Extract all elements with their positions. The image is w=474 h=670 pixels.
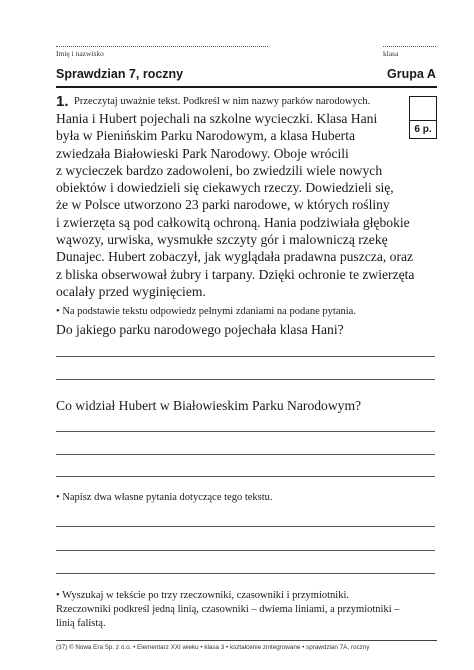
question-2: Co widział Hubert w Białowieskim Parku Narodowym? <box>56 398 362 413</box>
class-label: klasa <box>383 49 399 58</box>
footer-divider <box>56 640 437 641</box>
footer-credits: (37) © Nowa Era Sp. z o.o. • Elementarz XXI wieku • klasa 3 • kształcenie zintegrowane • sprawdzian 7A, roczny <box>56 644 370 651</box>
task-number: 1. <box>56 93 69 110</box>
passage-line: z bliska obserwował żubry i tarpany. Dzięki ochronie te zwierzęta <box>56 266 415 282</box>
passage-line: obiektów i dowiedzieli się ciekawych rzeczy. Dowiedzieli się, <box>56 180 394 196</box>
name-field[interactable] <box>56 46 268 47</box>
answer-line[interactable] <box>56 454 435 455</box>
answer-line[interactable] <box>56 431 435 432</box>
bullet-text-continued: linią falistą. <box>56 618 106 629</box>
test-title: Sprawdzian 7, roczny <box>56 67 184 81</box>
bullet-icon: • <box>56 590 63 601</box>
answer-line[interactable] <box>56 356 435 357</box>
passage-line: że w Polsce utworzono 23 parki narodowe, w których rośliny <box>56 197 390 213</box>
passage-line: Dunajec. Hubert zobaczył, jak wyglądała pradawna puszcza, oraz <box>56 249 414 265</box>
bullet-text: Napisz dwa własne pytania dotyczące tego tekstu. <box>62 492 273 503</box>
passage-line: ocalały przed wyginięciem. <box>56 283 206 299</box>
question-1: Do jakiego parku narodowego pojechała klasa Hani? <box>56 322 344 337</box>
bullet-instruction-questions <box>56 492 273 503</box>
answer-line[interactable] <box>56 550 435 551</box>
passage-line: z wycieczek bardzo zadowoleni, bo zwiedzili wiele nowych <box>56 162 383 178</box>
passage-line: zwiedzała Białowieski Park Narodowy. Oboje wrócili <box>56 145 349 161</box>
answer-line[interactable] <box>56 526 435 527</box>
group-label: Grupa A <box>387 67 436 81</box>
passage-line: wąwozy, urwiska, wysmukłe szczyty gór i malowniczą rzekę <box>56 232 388 248</box>
passage-line: była w Pienińskim Parku Narodowym, a klasa Huberta <box>56 128 356 144</box>
passage-line: i zwierzęta są pod całkowitą ochroną. Hania podziwiała głębokie <box>56 214 410 230</box>
name-label: Imię i nazwisko <box>56 49 104 58</box>
answer-line[interactable] <box>56 573 435 574</box>
header-divider <box>56 86 437 88</box>
bullet-text: Na podstawie tekstu odpowiedz pełnymi zdaniami na podane pytania. <box>62 306 356 317</box>
passage-line: Hania i Hubert pojechali na szkolne wycieczki. Klasa Hani <box>56 111 378 126</box>
bullet-icon: • <box>56 492 63 503</box>
class-field[interactable] <box>383 46 436 47</box>
reading-passage <box>56 110 414 300</box>
bullet-icon: • <box>56 306 63 317</box>
bullet-text-continued: Rzeczowniki podkreśl jedną linią, czasowniki – dwiema liniami, a przymiotniki – <box>56 604 400 615</box>
answer-line[interactable] <box>56 476 435 477</box>
bullet-instruction-words <box>56 590 349 601</box>
task-instruction: Przeczytaj uważnie tekst. Podkreśl w nim nazwy parków narodowych. <box>74 96 371 107</box>
points-label: 6 p. <box>414 124 432 135</box>
answer-line[interactable] <box>56 379 435 380</box>
bullet-text: Wyszukaj w tekście po trzy rzeczowniki, czasowniki i przymiotniki. <box>62 590 349 601</box>
bullet-instruction-answer <box>56 306 356 317</box>
